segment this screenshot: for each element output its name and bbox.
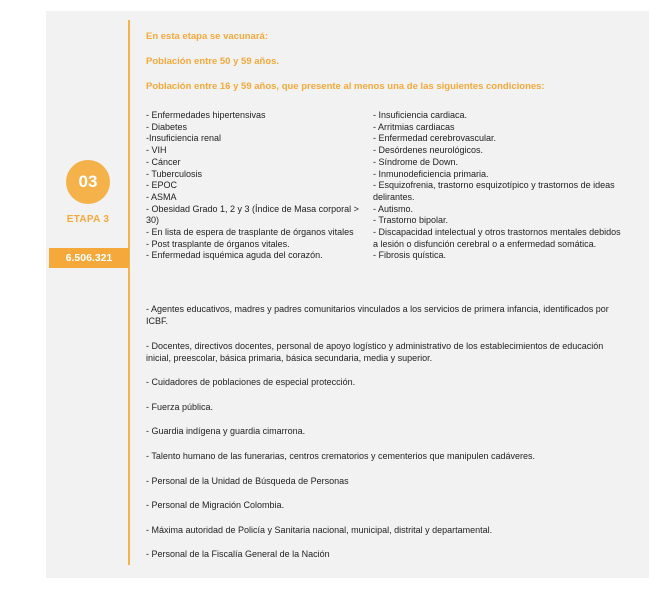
list-item: - Docentes, directivos docentes, personal de apoyo logístico y administrativo de los establecimientos de educación inicial, preescolar, básica primaria, básica secundaria, media y superior.	[146, 340, 604, 363]
list-item: - Diabetes	[146, 121, 188, 132]
list-item: - Discapacidad intelectual y otros trastornos mentales debidos a lesión o disfunción cerebral o a enfermedad somática.	[373, 227, 621, 249]
list-item: - Desórdenes neurológicos.	[373, 145, 484, 156]
stage-label: ETAPA 3	[66, 214, 110, 225]
list-item: - EPOC	[146, 180, 178, 191]
list-item: - ASMA	[146, 191, 177, 202]
list-item: - Enfermedad cerebrovascular.	[373, 133, 497, 144]
conditions-heading: Población entre 16 y 59 años, que presente al menos una de las siguientes condiciones:	[146, 81, 545, 92]
priority-groups-list	[146, 303, 616, 573]
list-item: - Insuficiencia cardiaca.	[373, 110, 468, 120]
list-item: - Personal de la Unidad de Búsqueda de Personas	[146, 475, 349, 486]
list-item: - Cuidadores de poblaciones de especial protección.	[146, 377, 356, 388]
stage-total-badge: 6.506.321	[49, 248, 129, 268]
stage-number-badge: 03	[66, 160, 110, 204]
list-item: - Cáncer	[146, 156, 181, 167]
list-item: - En lista de espera de trasplante de órganos vitales	[146, 227, 354, 238]
list-item: - Autismo.	[373, 203, 414, 214]
list-item: - Enfermedades hipertensivas	[146, 110, 266, 120]
list-item: - Agentes educativos, madres y padres comunitarios vinculados a los servicios de primera infancia, identificados por ICBF.	[146, 304, 609, 326]
list-item: - Máxima autoridad de Policía y Sanitaria nacional, municipal, distrital y departamental.	[146, 524, 493, 535]
list-item: - Talento humano de las funerarias, centros crematorios y cementerios que manipulen cadáveres.	[146, 450, 536, 461]
list-item: - Fuerza pública.	[146, 401, 214, 412]
list-item: - Esquizofrenia, trastorno esquizotípico y trastornos de ideas delirantes.	[373, 180, 615, 202]
list-item: - Trastorno bipolar.	[373, 215, 449, 226]
conditions-list-right	[373, 110, 621, 262]
list-item: - Post trasplante de órganos vitales.	[146, 238, 290, 249]
list-item: - Personal de Migración Colombia.	[146, 500, 285, 511]
intro-heading: En esta etapa se vacunará:	[146, 31, 268, 42]
timeline-divider	[128, 20, 130, 565]
list-item: - Síndrome de Down.	[373, 156, 459, 167]
conditions-list-left	[146, 110, 364, 262]
list-item: - Obesidad Grado 1, 2 y 3 (Índice de Masa corporal > 30)	[146, 203, 359, 226]
list-item: - VIH	[146, 145, 167, 156]
list-item: - Personal de la Fiscalía General de la Nación	[146, 549, 330, 560]
list-item: -Insuficiencia renal	[146, 133, 222, 144]
list-item: - Inmunodeficiencia primaria.	[373, 168, 489, 179]
list-item: - Guardia indígena y guardia cimarrona.	[146, 426, 306, 437]
age-group-heading: Población entre 50 y 59 años.	[146, 56, 280, 67]
list-item: - Arritmias cardiacas	[373, 121, 455, 132]
list-item: - Tuberculosis	[146, 168, 203, 179]
list-item: - Enfermedad isquémica aguda del corazón.	[146, 250, 323, 261]
list-item: - Fibrosis quística.	[373, 250, 447, 261]
